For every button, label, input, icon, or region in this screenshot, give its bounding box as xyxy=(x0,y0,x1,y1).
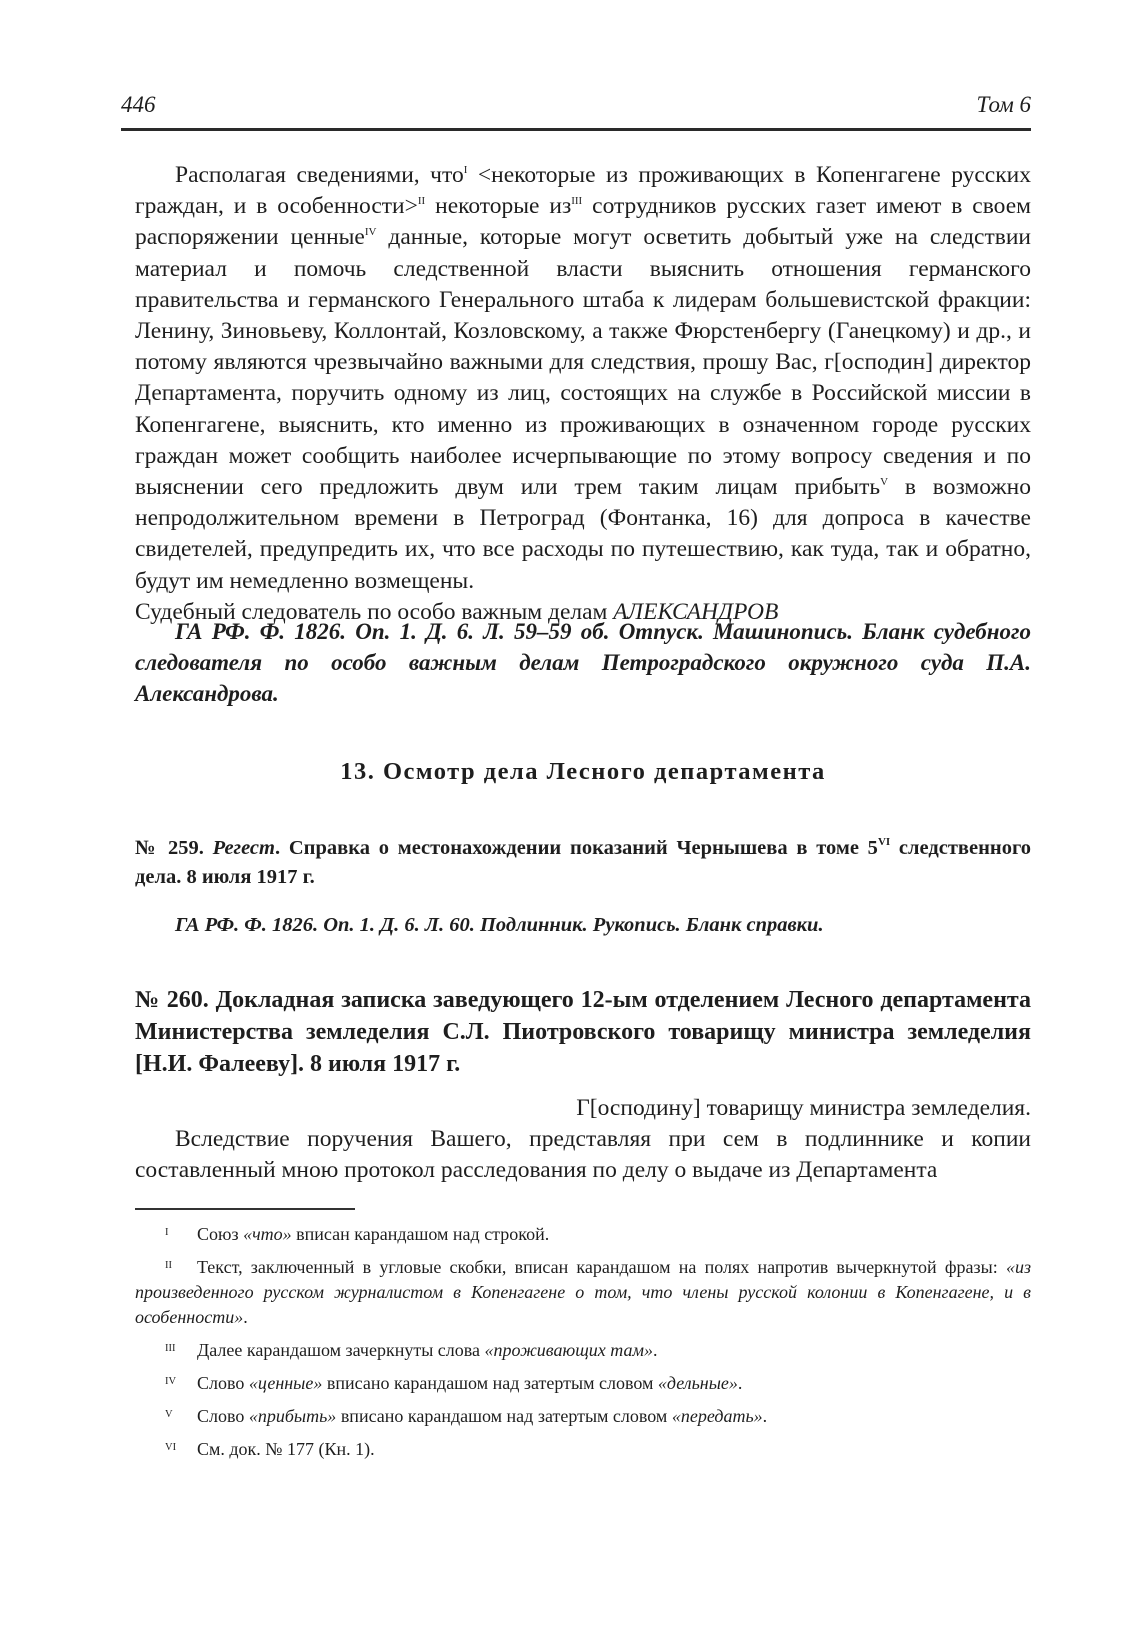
footnote-ref[interactable]: I xyxy=(463,164,468,176)
footnote-item: V Слово «прибыть» вписано карандашом над затертым словом «передать». xyxy=(165,1406,768,1426)
archive-source-note: ГА РФ. Ф. 1826. Оп. 1. Д. 6. Л. 59–59 об. Отпуск. Машинопись. Бланк судебного следователя по особо важным делам Петроградского окружного суда П.А. Александрова. xyxy=(135,619,1031,706)
footnote-item: I Союз «что» вписан карандашом над строкой. xyxy=(165,1224,550,1244)
footnotes xyxy=(135,1222,1031,1470)
document-260-title: № 260. Докладная записка заведующего 12-ым отделением Лесного департамента Министерства земледелия С.Л. Пиотровского товарищу министра земледелия [Н.И. Фалееву]. 8 июля 1917 г. xyxy=(135,987,1031,1077)
signature-line: Судебный следователь по особо важным делам АЛЕКСАНДРОВ xyxy=(135,598,779,625)
running-header xyxy=(121,86,1031,126)
footnote-ref[interactable]: V xyxy=(880,476,889,489)
document-259-source: ГА РФ. Ф. 1826. Оп. 1. Д. 6. Л. 60. Подлинник. Рукопись. Бланк справки. xyxy=(175,914,824,936)
document-259-regest: № 259. Регест. Справка о местонахождении показаний Чернышева в томе $5^{VI}$ следственного дела. 8 июля 1917 г. xyxy=(135,836,1031,888)
document-260-body: Вследствие поручения Вашего, представляя при сем в подлиннике и копии составленный мною протокол расследования по делу о выдаче из Департамента xyxy=(135,1126,1031,1184)
footnote-item: VI См. док. № 177 (Кн. 1). xyxy=(165,1439,375,1459)
footnote-ref[interactable]: IV xyxy=(364,226,377,239)
footnote-item: III Далее карандашом зачеркнуты слова «проживающих там». xyxy=(165,1340,658,1360)
letter-paragraph: Располагая сведениями, что$^I$ <некоторые из проживающих в Копенгагене русских граждан, и в особенности>$^{II}$ некоторые $из^{III}$ сотрудников русских газет имеют в своем распоряжении ценные$^{IV}$ данные, которые могут осветить добытый уже на следствии материал и помочь следственной власти выяснить отношения германского правительства и германского Генерального штаба к лидерам большевистской фракции: Ленину, Зиновьеву, Коллонтай, Козловскому, а также Фюрстенбергу (Ганецкому) и др., и потому являются чрезвычайно важными для следствия, прошу Вас, г[осподин] директор Департамента, поручить одному из лиц, состоящих на службе в Российской миссии в Копенгагене, выяснить, кто именно из проживающих в означенном городе русских граждан может сообщить наиболее исчерпывающие по этому вопросу сведения и по выяснении сего предложить двум или трем таким лицам прибыть$^V$ в возможно непродолжительном времени в Петроград (Фонтанка, 16) для допроса в качестве свидетелей, предупредить их, что все расходы по путешествию, как туда, так и обратно, будут им немедленно возмещены. xyxy=(135,162,1031,594)
footnote-item: IV Слово «ценные» вписано карандашом над затертым словом «дельные». xyxy=(165,1373,743,1393)
letter-body xyxy=(135,160,1031,628)
footnote-ref[interactable]: II xyxy=(417,195,426,208)
section-title: 13. Осмотр дела Лесного департамента xyxy=(340,758,826,785)
signature-name: АЛЕКСАНДРОВ xyxy=(613,598,779,625)
footnote-separator xyxy=(135,1208,355,1210)
footnote-ref[interactable]: VI xyxy=(877,836,891,848)
footnote-item: II Текст, заключенный в угловые скобки, вписан карандашом на полях напротив вычеркнутой фразы: «из произведенного русском журналистом в Копенгагене о том, что члены русской колонии в Копенгагене, и в особенности». xyxy=(135,1257,1031,1327)
page-number: 446 xyxy=(121,92,156,117)
footnote-ref[interactable]: III xyxy=(571,195,583,208)
volume-label: Том 6 xyxy=(976,92,1031,117)
document-260-addressee: Г[осподину] товарищу министра земледелия. xyxy=(576,1095,1031,1121)
header-rule xyxy=(121,128,1031,131)
